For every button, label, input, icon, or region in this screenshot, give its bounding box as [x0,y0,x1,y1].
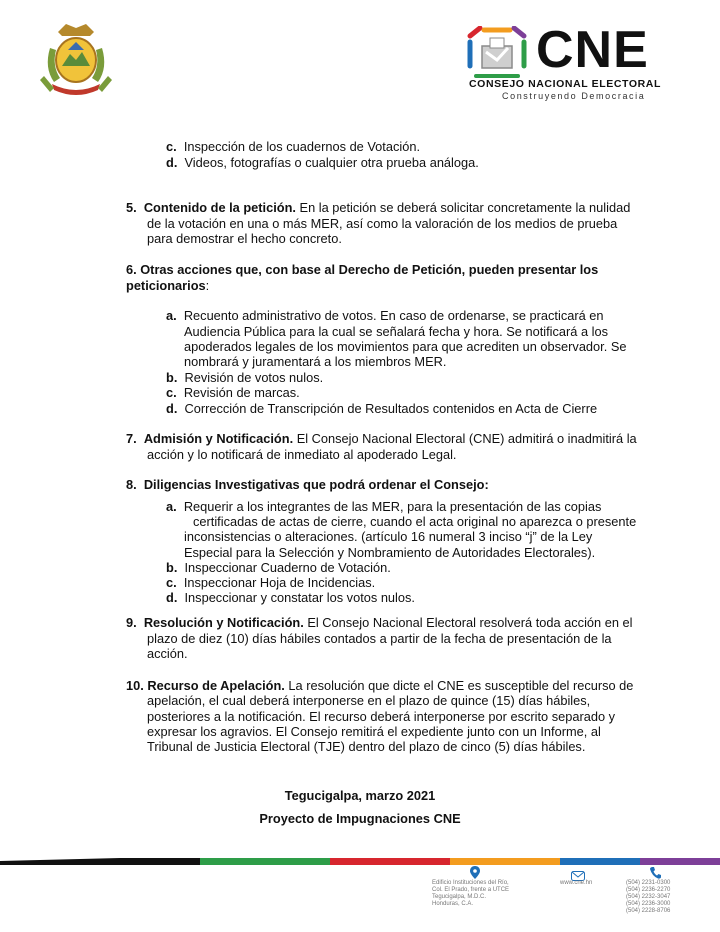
list-item-line: Especial para la Selección y Nombramiento de Autoridades Electorales). [184,545,596,560]
cne-logo-text: CNE [536,21,649,79]
section-5-line: de la votación en una o más MER, así como la valoración de los medios de prueba [147,216,618,231]
list-item: a. Recuento administrativo de votos. En caso de ordenarse, se practicará en [166,308,604,323]
footer-phones: (504) 2231-0300 (504) 2236-2270 (504) 2232-3047 (504) 2236-3000 (504) 2228-8706 [626,880,671,914]
section-5: 5. Contenido de la petición. En la petición se deberá solicitar concretamente la nulidad [126,200,631,215]
footer-color-stripe [0,852,720,859]
section-10: 10. Recurso de Apelación. La resolución que dicte el CNE es susceptible del recurso de [126,678,634,693]
list-item: c. Revisión de marcas. [166,385,300,400]
organization-name: CONSEJO NACIONAL ELECTORAL [469,78,661,90]
section-10-line: expresar los agravios. El Consejo remitirá el expediente junto con un Informe, al [147,724,601,739]
footer-website: www.cne.hn [560,880,593,886]
list-item-line: inconsistencias o alteraciones. (artículo 16 numeral 3 inciso “j” de la Ley [184,529,593,544]
list-item: b. Inspeccionar Cuaderno de Votación. [166,560,391,575]
section-8: 8. Diligencias Investigativas que podrá ordenar el Consejo: [126,477,489,492]
list-item-line: nombrará y juramentará a los miembros MER. [184,354,447,369]
section-9-line: acción. [147,646,188,661]
list-item: b. Revisión de votos nulos. [166,370,324,385]
section-10-line: apelación, el cual deberá interponerse en el plazo de quince (15) días hábiles, [147,693,591,708]
list-item-line: Audiencia Pública para la cual se señalará fecha y hora. Se notificará a los [184,324,608,339]
list-item: d. Inspeccionar y constatar los votos nulos. [166,590,415,605]
list-item-line: certificadas de actas de cierre, cuando el acta original no aparezca o presente [193,514,637,529]
section-10-line: Tribunal de Justicia Electoral (TJE) dentro del plazo de cinco (5) días hábiles. [147,739,586,754]
organization-slogan: Construyendo Democracia [502,91,646,101]
list-item: c. Inspeccionar Hoja de Incidencias. [166,575,376,590]
section-7: 7. Admisión y Notificación. El Consejo Nacional Electoral (CNE) admitirá o inadmitirá la [126,431,637,446]
list-item-line: apoderados legales de los movimientos para que acrediten un observador. Se [184,339,627,354]
section-9-line: plazo de diez (10) días hábiles contados a partir de la fecha de presentación de la [147,631,612,646]
list-item: d. Corrección de Transcripción de Resultados contenidos en Acta de Cierre [166,401,598,416]
section-10-line: posteriores a la notificación. El recurso deberá interponerse por escrito separado y [147,709,616,724]
list-item: a. Requerir a los integrantes de las MER, para la presentación de las copias [166,499,602,514]
closing-project: Proyecto de Impugnaciones CNE [259,811,461,826]
list-item: d. Videos, fotografías o cualquier otra prueba análoga. [166,155,479,170]
footer-address: Edificio Instituciones del Río, Col. El Prado, frente a UTCE Tegucigalpa, M.D.C. Honduras, C.A. [432,880,510,907]
list-item: c. Inspección de los cuadernos de Votación. [166,139,421,154]
section-7-line: acción y lo notificará de inmediato al apoderado Legal. [147,447,457,462]
section-5-line: para demostrar el hecho concreto. [147,231,342,246]
cne-ballot-box-icon [466,26,528,78]
section-6-heading: 6. Otras acciones que, con base al Derecho de Petición, pueden presentar los [126,262,599,277]
coat-of-arms-logo [36,18,116,100]
section-9: 9. Resolución y Notificación. El Consejo Nacional Electoral resolverá toda acción en el [126,615,633,630]
section-6-heading-cont: peticionarios: [126,278,210,293]
closing-place-date: Tegucigalpa, marzo 2021 [284,788,436,803]
